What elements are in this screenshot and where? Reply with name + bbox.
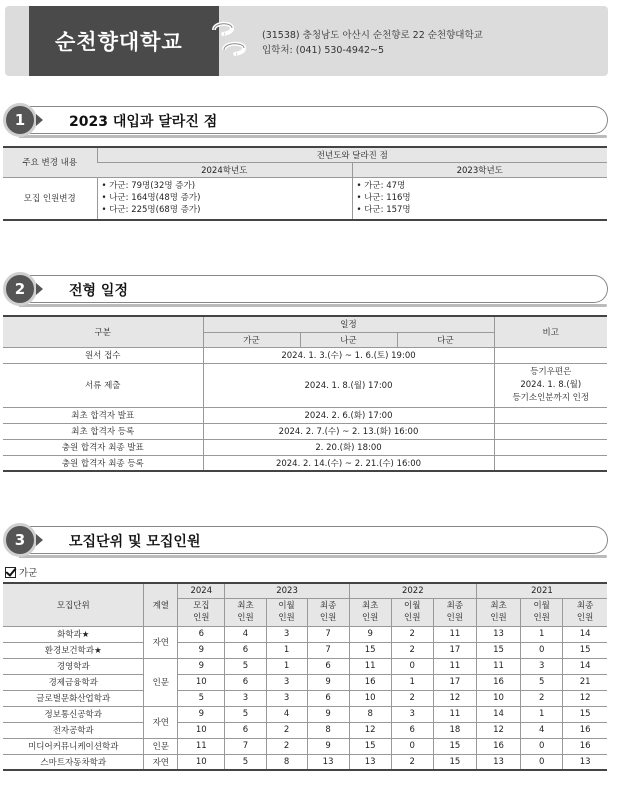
count-cell: 16 [476,674,520,690]
table-row: 충원 합격자 최종 발표 2. 20.(화) 18:00 [3,439,607,455]
section-heading-schedule [3,272,608,306]
col-header: 2023학년도 [352,162,607,177]
count-cell: 13 [307,754,349,770]
col-header: 2024학년도 [97,162,352,177]
section-title: 전형 일정 [69,283,128,299]
col-header: 계열 [144,583,178,626]
table-row: 원서 접수 2024. 1. 3.(수) ~ 1. 6.(토) 19:00 [3,347,607,363]
count-cell: 10 [476,690,520,706]
section-number: 1 [3,103,37,137]
section-number: 3 [3,523,37,557]
count-cell: 0 [391,738,433,754]
count-cell: 2 [266,722,307,738]
count-cell: 2 [266,738,307,754]
checkbox-checked-icon [5,567,16,578]
count-cell: 10 [349,690,391,706]
count-cell: 12 [563,690,607,706]
count-cell: 17 [433,642,476,658]
section-heading-quota [3,523,608,557]
count-cell: 3 [521,658,563,674]
table-row: 최초 합격자 등록 2024. 2. 7.(수) ~ 2. 13.(화) 16:00 [3,423,607,439]
contact-info [262,28,483,58]
count-cell: 5 [521,674,563,690]
unit-name: 미디어커뮤니케이션학과 [3,738,144,754]
unit-name: 화학과★ [3,626,144,642]
count-cell: 11 [433,706,476,722]
count-cell: 2 [391,642,433,658]
unit-name: 정보통신공학과 [3,706,144,722]
count-cell: 0 [521,754,563,770]
table-row [3,690,607,706]
count-cell: 9 [178,642,225,658]
count-cell: 16 [563,738,607,754]
unit-name: 글로벌문화산업학과 [3,690,144,706]
count-cell: 10 [178,754,225,770]
count-cell: 3 [225,690,266,706]
old-quota-list [352,177,607,220]
count-cell: 8 [349,706,391,722]
count-cell: 6 [225,642,266,658]
count-cell: 2 [391,754,433,770]
group-label: 가군 [19,568,38,579]
table-row: 서류 제출 2024. 1. 8.(월) 17:00 등기우편은 2024. 1. 8.(월) 등기소인분까지 인정 [3,363,607,407]
table-row: 충원 합격자 최종 등록 2024. 2. 14.(수) ~ 2. 21.(수) 16:00 [3,455,607,471]
schedule-table [3,315,607,472]
count-cell: 5 [225,754,266,770]
count-cell: 18 [433,722,476,738]
col-header: 이월 인원 [266,598,307,626]
col-header: 가군 [203,332,300,347]
count-cell: 9 [349,626,391,642]
count-cell: 13 [349,754,391,770]
phone-text: 입학처: (041) 530-4942~5 [262,45,385,56]
count-cell: 6 [225,674,266,690]
table-row [3,754,607,770]
count-cell: 11 [433,658,476,674]
count-cell: 7 [307,642,349,658]
unit-name: 경영학과 [3,658,144,674]
count-cell: 13 [563,754,607,770]
count-cell: 3 [266,626,307,642]
col-header: 이월 인원 [521,598,563,626]
count-cell: 10 [178,674,225,690]
new-quota-list [97,177,352,220]
count-cell: 9 [307,706,349,722]
count-cell: 4 [521,722,563,738]
field-cell: 인문 [144,658,178,706]
count-cell: 6 [225,722,266,738]
count-cell: 0 [391,658,433,674]
table-row [3,722,607,738]
table-row [3,626,607,642]
group-checkbox-ga [5,565,37,579]
count-cell: 11 [433,626,476,642]
count-cell: 6 [307,690,349,706]
count-cell: 1 [521,626,563,642]
table-row [3,658,607,674]
section-number: 2 [3,272,37,306]
col-header: 이월 인원 [391,598,433,626]
unit-name: 스마트자동차학과 [3,754,144,770]
col-header: 전년도와 달라진 점 [97,147,607,162]
count-cell: 11 [349,658,391,674]
count-cell: 7 [225,738,266,754]
col-header: 모집단위 [3,583,144,626]
count-cell: 11 [476,658,520,674]
count-cell: 6 [391,722,433,738]
col-header: 최초 인원 [476,598,520,626]
address-text: (31538) 충청남도 아산시 순천향로 22 순천향대학교 [262,30,483,41]
table-row [3,706,607,722]
count-cell: 8 [307,722,349,738]
col-header: 최종 인원 [563,598,607,626]
count-cell: 15 [433,754,476,770]
year-header: 2024 [178,583,225,598]
count-cell: 6 [307,658,349,674]
year-header: 2022 [349,583,476,598]
count-cell: 8 [266,754,307,770]
count-cell: 2 [391,626,433,642]
count-cell: 0 [521,738,563,754]
count-cell: 2 [521,690,563,706]
list-item: • 다군: 157명 [356,205,411,216]
count-cell: 6 [178,626,225,642]
count-cell: 16 [349,674,391,690]
table-row [3,642,607,658]
count-cell: 12 [476,722,520,738]
count-cell: 12 [349,722,391,738]
col-header: 나군 [300,332,397,347]
count-cell: 9 [178,706,225,722]
count-cell: 14 [563,658,607,674]
count-cell: 21 [563,674,607,690]
col-header: 모집 인원 [178,598,225,626]
field-cell: 자연 [144,754,178,770]
count-cell: 4 [266,706,307,722]
count-cell: 17 [433,674,476,690]
section-heading-changes [3,103,608,137]
count-cell: 14 [563,626,607,642]
unit-name: 경제금융학과 [3,674,144,690]
count-cell: 15 [349,738,391,754]
count-cell: 14 [476,706,520,722]
count-cell: 16 [563,722,607,738]
count-cell: 11 [178,738,225,754]
count-cell: 1 [266,642,307,658]
ring-binder-icon [210,20,250,64]
list-item: • 다군: 225명(68명 증가) [101,205,201,216]
quota-table [3,582,607,771]
section-title: 2023 대입과 달라진 점 [69,114,218,130]
count-cell: 15 [349,642,391,658]
count-cell: 12 [433,690,476,706]
count-cell: 3 [266,674,307,690]
col-header: 최초 인원 [349,598,391,626]
count-cell: 16 [476,738,520,754]
count-cell: 15 [433,738,476,754]
list-item: • 가군: 47명 [356,181,406,192]
count-cell: 10 [178,722,225,738]
col-header: 최종 인원 [307,598,349,626]
count-cell: 3 [391,706,433,722]
count-cell: 15 [476,642,520,658]
count-cell: 1 [521,706,563,722]
count-cell: 13 [476,754,520,770]
list-item: • 나군: 164명(48명 증가) [101,193,201,204]
row-label: 모집 인원변경 [3,177,97,220]
unit-name: 전자공학과 [3,722,144,738]
count-cell: 4 [225,626,266,642]
count-cell: 9 [307,674,349,690]
count-cell: 2 [391,690,433,706]
count-cell: 5 [225,658,266,674]
count-cell: 5 [225,706,266,722]
year-header: 2021 [476,583,607,598]
col-header: 구분 [3,316,203,347]
count-cell: 1 [266,658,307,674]
year-header: 2023 [225,583,349,598]
list-item: • 나군: 116명 [356,193,411,204]
col-header: 최초 인원 [225,598,266,626]
table-row [3,674,607,690]
count-cell: 15 [563,706,607,722]
university-name: 순천향대학교 [29,6,219,76]
document-header [5,6,608,76]
count-cell: 13 [476,626,520,642]
count-cell: 1 [391,674,433,690]
field-cell: 자연 [144,626,178,658]
count-cell: 3 [266,690,307,706]
count-cell: 7 [307,626,349,642]
unit-name: 환경보건학과★ [3,642,144,658]
col-header: 비고 [494,316,607,347]
table-row: 최초 합격자 발표 2024. 2. 6.(화) 17:00 [3,407,607,423]
count-cell: 5 [178,690,225,706]
list-item: • 가군: 79명(32명 증가) [101,181,196,192]
note-cell: 등기우편은 2024. 1. 8.(월) 등기소인분까지 인정 [494,363,607,407]
field-cell: 인문 [144,738,178,754]
col-header: 주요 변경 내용 [3,147,97,177]
field-cell: 자연 [144,706,178,738]
col-header: 다군 [397,332,494,347]
table-row [3,738,607,754]
count-cell: 15 [563,642,607,658]
section-title: 모집단위 및 모집인원 [69,534,201,550]
changes-table [3,146,607,221]
count-cell: 9 [307,738,349,754]
col-header: 일정 [203,316,494,332]
count-cell: 9 [178,658,225,674]
col-header: 최종 인원 [433,598,476,626]
count-cell: 0 [521,642,563,658]
